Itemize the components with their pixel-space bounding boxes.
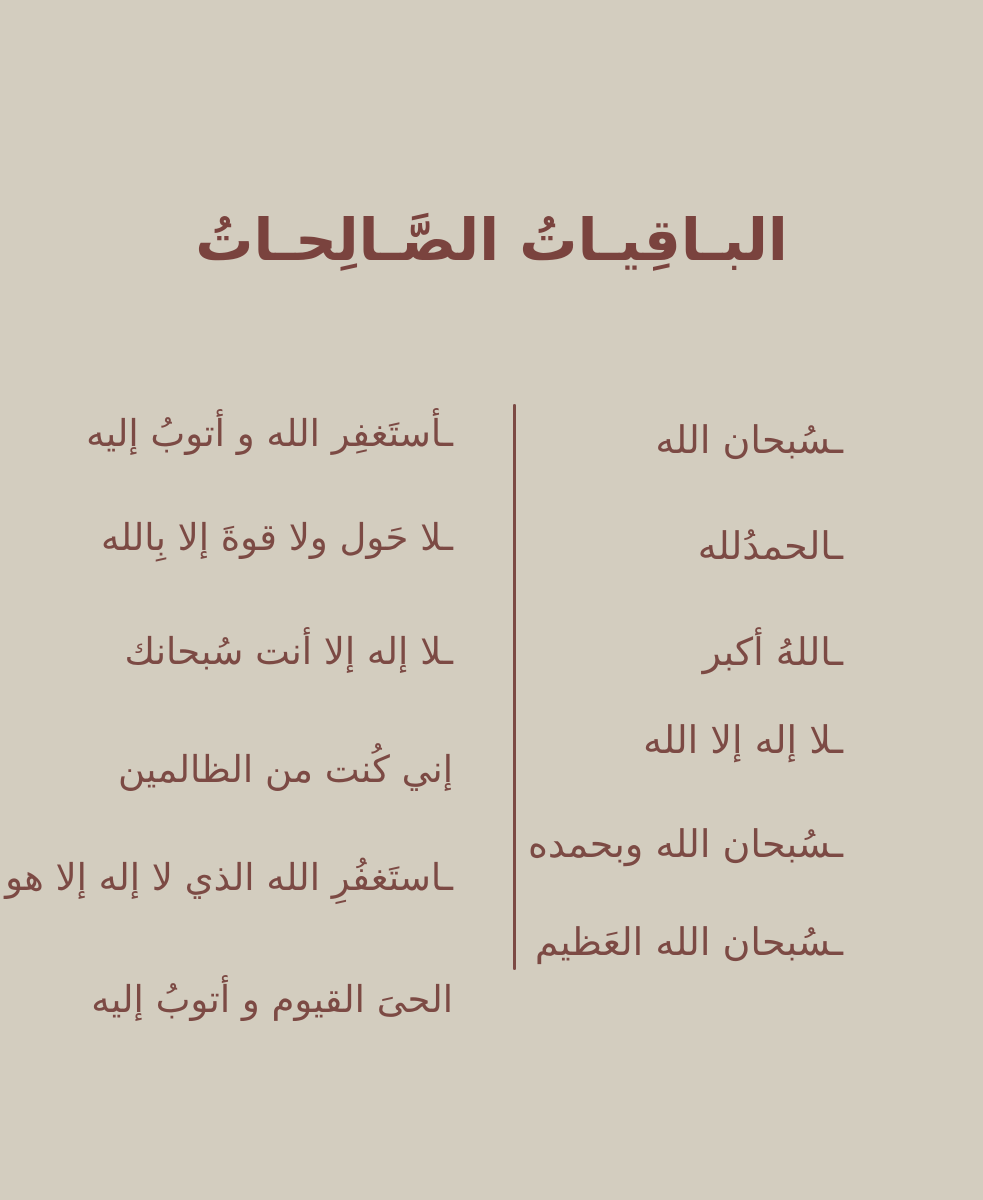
dhikr-line: ـلا إله إلا الله [643,718,843,762]
dhikr-line: ـسُبحان الله وبحمده [527,822,843,866]
dhikr-line: ـالحمدُلله [697,524,843,568]
dhikr-line: ـاستَغفُرِ الله الذي لا إله إلا هو [5,856,453,899]
column-divider [513,404,516,970]
dhikr-line: ـأستَغفِر الله و أتوبُ إليه [86,412,453,455]
dhikr-line: ـسُبحان الله [655,418,843,462]
dhikr-line: ـسُبحان الله العَظيم [534,920,843,964]
dhikr-line: إني كُنت من الظالمين [118,748,453,791]
dhikr-line: ـلا إله إلا أنت سُبحانك [124,630,453,673]
dhikr-line: ـلا حَول ولا قوةَ إلا بِالله [100,516,453,559]
dhikr-line: الحىَ القيوم و أتوبُ إليه [91,978,453,1021]
page-title: البـاقِيـاتُ الصَّـالِحـاتُ [195,206,788,274]
dhikr-line: ـاللهُ أكبر [702,630,843,674]
